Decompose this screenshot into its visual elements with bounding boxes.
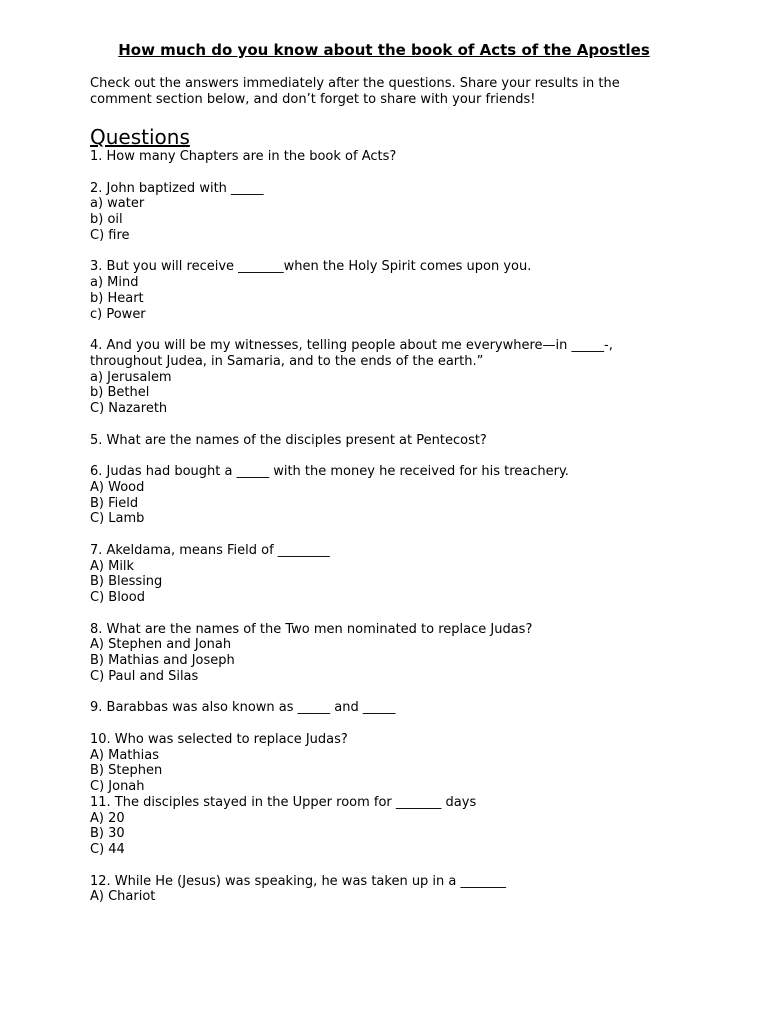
answer-option: A) Milk: [90, 558, 135, 574]
question-text-continued: throughout Judea, in Samaria, and to the ends of the earth.”: [90, 353, 484, 369]
answer-option: C) Jonah: [90, 779, 145, 794]
question-text: 4. And you will be my witnesses, telling people about me everywhere—in _____-,: [90, 338, 613, 353]
question-text: 3. But you will receive _______when the Holy Spirit comes upon you.: [90, 259, 532, 275]
question-text: 10. Who was selected to replace Judas?: [90, 731, 348, 747]
answer-option: B) Blessing: [90, 574, 163, 590]
question-5: [90, 433, 690, 449]
question-text: 7. Akeldama, means Field of ________: [90, 542, 330, 558]
question-2: [90, 181, 690, 244]
answer-option: B) 30: [90, 826, 125, 842]
intro-paragraph: Check out the answers immediately after the questions. Share your results in the comment section below, and don’t forget to share with your friends!: [90, 76, 620, 107]
answer-option: b) Bethel: [90, 385, 150, 401]
answer-option: C) Lamb: [90, 511, 145, 527]
answer-option: C) Paul and Silas: [90, 668, 199, 684]
question-text: 8. What are the names of the Two men nominated to replace Judas?: [90, 621, 533, 637]
answer-option: A) Chariot: [90, 889, 156, 905]
page-title: How much do you know about the book of Acts of the Apostles: [118, 41, 650, 59]
question-text: 9. Barabbas was also known as _____ and _____: [90, 700, 396, 716]
question-text: 2. John baptized with _____: [90, 180, 264, 196]
question-text: 12. While He (Jesus) was speaking, he was taken up in a _______: [90, 873, 507, 889]
questions-list: [90, 149, 690, 921]
question-1: [90, 149, 690, 165]
answer-option: B) Mathias and Joseph: [90, 653, 235, 668]
answer-option: A) Stephen and Jonah: [90, 637, 232, 653]
question-9: [90, 700, 690, 716]
answer-option: C) Blood: [90, 590, 145, 605]
question-text: 11. The disciples stayed in the Upper room for _______ days: [90, 794, 477, 810]
answer-option: b) oil: [90, 212, 123, 227]
question-text: 6. Judas had bought a _____ with the money he received for his treachery.: [90, 464, 569, 479]
question-text: 1. How many Chapters are in the book of Acts?: [90, 149, 397, 164]
question-8: [90, 622, 690, 685]
answer-option: a) Mind: [90, 275, 139, 290]
answer-option: C) Nazareth: [90, 401, 168, 416]
answer-option: A) 20: [90, 810, 125, 826]
answer-option: c) Power: [90, 306, 146, 322]
answer-option: A) Mathias: [90, 747, 159, 763]
answer-option: A) Wood: [90, 479, 145, 495]
question-4: [90, 338, 690, 417]
question-12: [90, 874, 690, 906]
question-11: [90, 795, 690, 858]
question-7: [90, 543, 690, 606]
question-10: [90, 732, 690, 795]
answer-option: C) fire: [90, 227, 130, 243]
answer-option: C) 44: [90, 842, 125, 857]
questions-heading: Questions: [90, 125, 190, 149]
answer-option: B) Field: [90, 495, 139, 511]
answer-option: a) Jerusalem: [90, 369, 172, 385]
answer-option: B) Stephen: [90, 763, 163, 779]
answer-option: b) Heart: [90, 290, 144, 306]
question-3: [90, 259, 690, 322]
answer-option: a) water: [90, 196, 145, 212]
question-6: [90, 464, 690, 527]
question-text: 5. What are the names of the disciples present at Pentecost?: [90, 432, 487, 448]
